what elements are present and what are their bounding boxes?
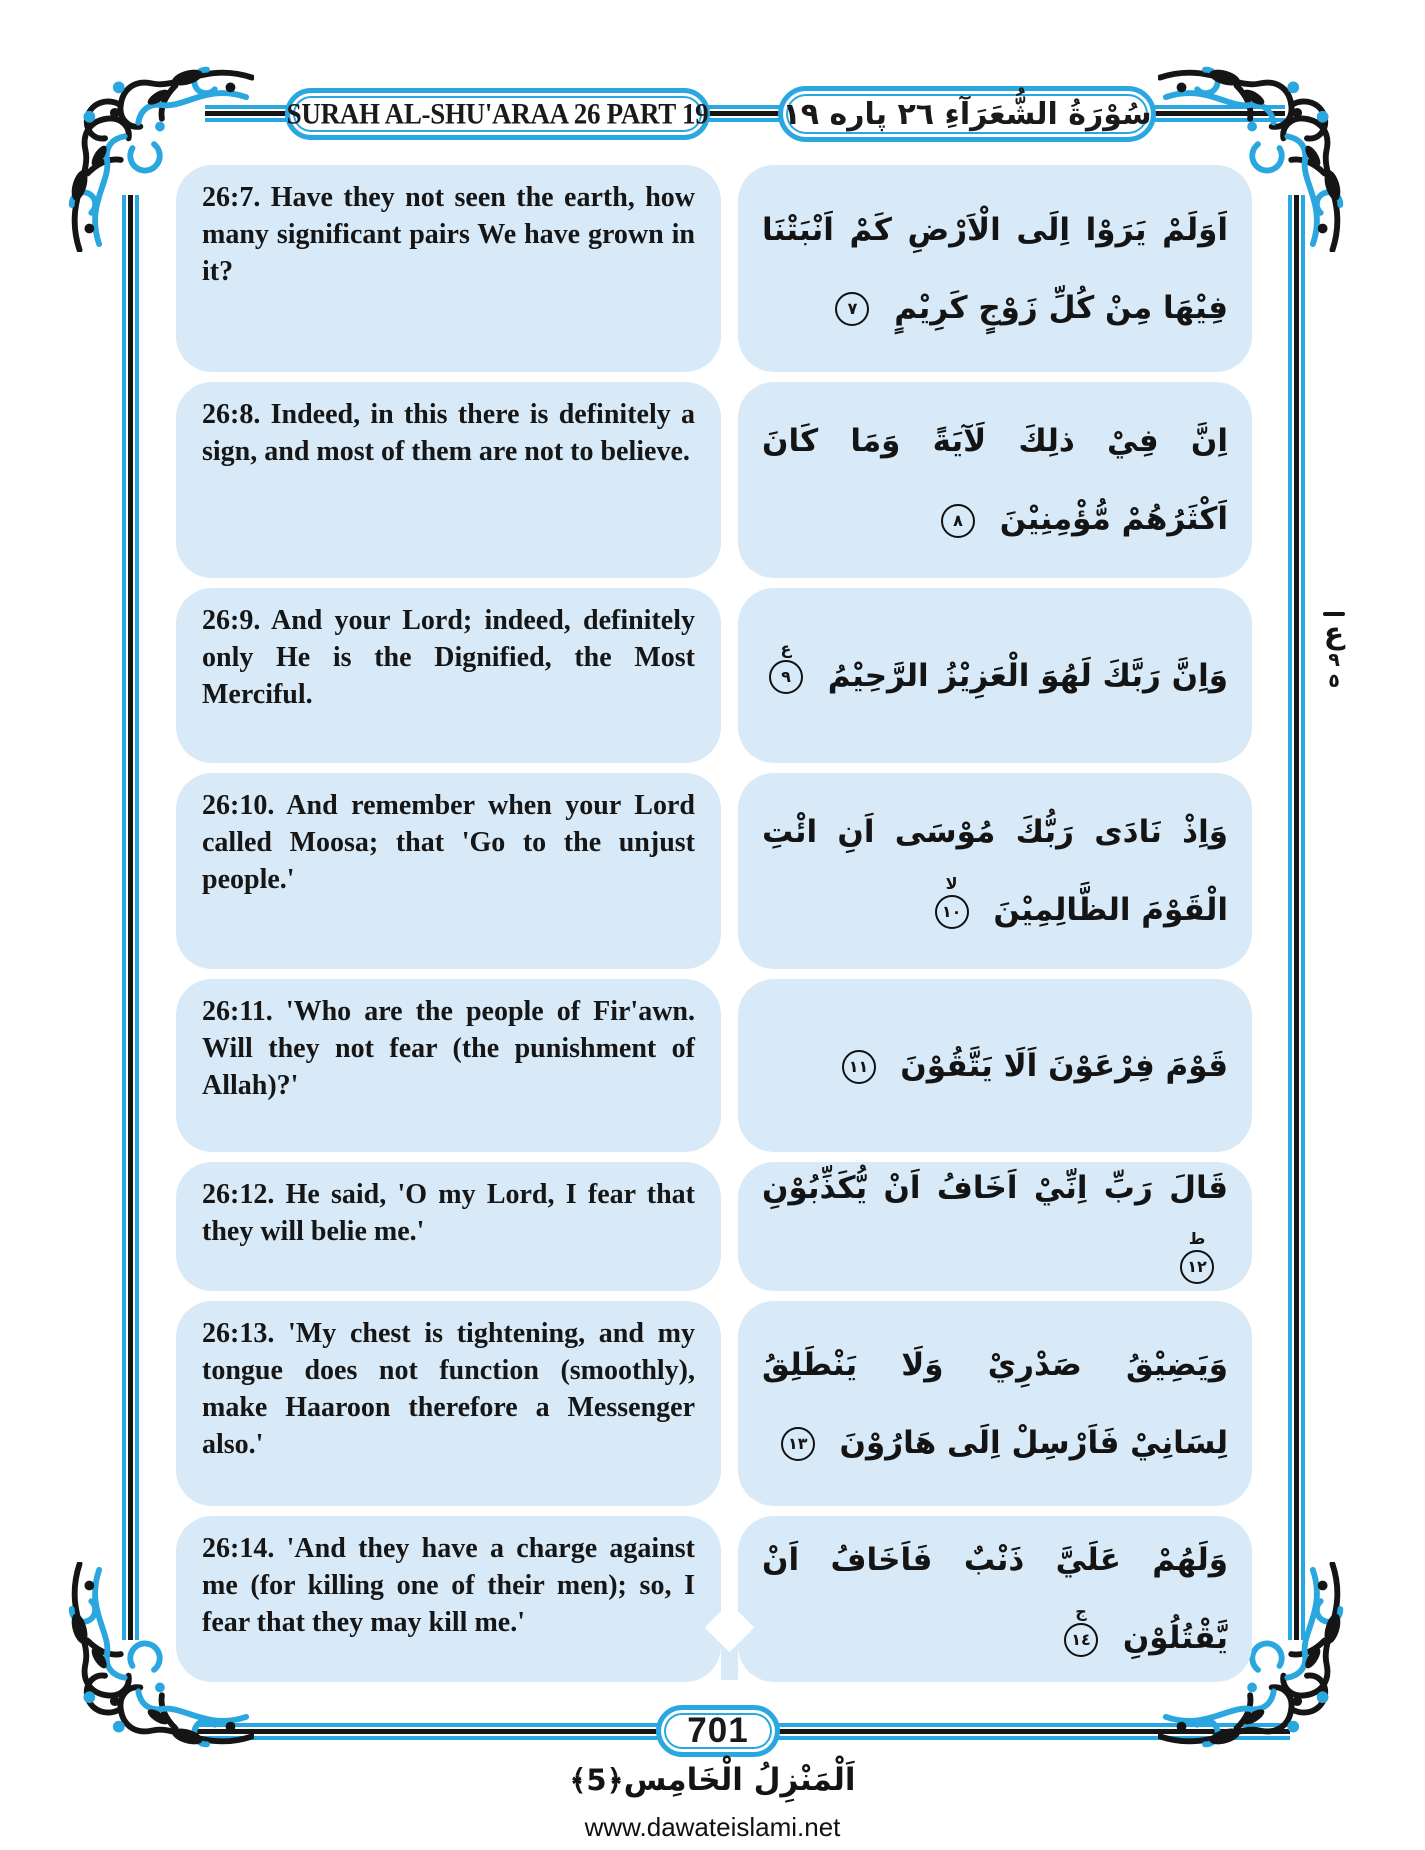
- verse-translation-text: [202, 179, 695, 290]
- page-number-badge: [656, 1705, 780, 1757]
- verse-translation-text: [202, 396, 695, 470]
- verse-arabic-box: [738, 165, 1252, 372]
- verse-translation-text: [202, 993, 695, 1104]
- waqf-mark: ع: [780, 639, 792, 658]
- verse-translation: And remember when your Lord called Moosa; that 'Go to the unjust people.': [202, 790, 695, 895]
- verse-row: [176, 588, 1252, 763]
- verse-reference: 26:12.: [202, 1179, 275, 1210]
- verse-row: [176, 165, 1252, 372]
- ruku-margin-marker: [1308, 612, 1360, 692]
- waqf-mark: ج: [1075, 1601, 1087, 1621]
- header-title-english: [285, 88, 710, 140]
- ayah-number: ١٣: [787, 1434, 808, 1453]
- ruku-number-upper: ٩: [1328, 649, 1340, 671]
- verse-row: [176, 1162, 1252, 1291]
- ayah-number: ٧: [847, 299, 858, 318]
- header-title-arabic: [778, 86, 1156, 142]
- verse-arabic-box: [738, 382, 1252, 578]
- verse-arabic: اَوَلَمْ يَرَوْا اِلَى الْاَرْضِ كَمْ اَنْبَتْنَا فِيْهَا مِنْ كُلِّ زَوْجٍ كَرِيْمٍ: [762, 211, 1228, 326]
- manzil-line: [0, 1762, 1425, 1798]
- verse-translation-box: [176, 588, 721, 763]
- website-url: www.dawateislami.net: [584, 1812, 841, 1842]
- frame-border-right: [1288, 195, 1305, 1640]
- waqf-mark: ط: [1188, 1229, 1206, 1248]
- verse-reference: 26:7.: [202, 182, 261, 213]
- verse-reference: 26:9.: [202, 605, 261, 636]
- frame-border-left: [122, 195, 139, 1640]
- verse-translation-box: [176, 1162, 721, 1291]
- verse-row: [176, 1516, 1252, 1682]
- verse-reference: 26:13.: [202, 1318, 275, 1349]
- ayah-number-badge: [1064, 1601, 1098, 1657]
- verse-reference: 26:11.: [202, 996, 273, 1027]
- verse-arabic: قَالَ رَبِّ اِنِّيْ اَخَافُ اَنْ يُّكَذِّبُوْنِ: [762, 1169, 1228, 1206]
- header-title-arabic-label: سُوْرَةُ الشُّعَرَآءِ ٢٦ پاره ١٩: [782, 96, 1152, 132]
- verse-arabic-text: [762, 1326, 1228, 1482]
- ayah-number: ١٤: [1071, 1629, 1091, 1649]
- header-title-english-label: SURAH AL-SHU'ARAA 26 PART 19: [286, 97, 709, 130]
- ayah-number-badge: [842, 1050, 876, 1084]
- verse-row: [176, 979, 1252, 1152]
- verse-translation: Have they not seen the earth, how many significant pairs We have grown in it?: [202, 182, 695, 287]
- verse-arabic-text: [762, 637, 1228, 715]
- verse-arabic-box: [738, 1162, 1252, 1291]
- verse-translation-box: [176, 773, 721, 969]
- verse-arabic: وَيَضِيْقُ صَدْرِيْ وَلَا يَنْطَلِقُ لِسَانِيْ فَاَرْسِلْ اِلَى هَارُوْنَ: [762, 1346, 1228, 1461]
- verse-translation-box: [176, 165, 721, 372]
- verse-row: [176, 773, 1252, 969]
- verse-translation-text: [202, 787, 695, 898]
- ayah-number-badge: [781, 1427, 815, 1461]
- ayah-number: ١٢: [1187, 1257, 1207, 1276]
- ayah-number-badge: [835, 292, 869, 326]
- ayah-number: ٨: [953, 510, 963, 530]
- ayah-number: ١٠: [941, 901, 962, 921]
- verse-translation-box: [176, 979, 721, 1152]
- verse-translation: 'Who are the people of Fir'awn. Will they not fear (the punishment of Allah)?': [202, 996, 696, 1101]
- verse-arabic-text: [762, 1521, 1228, 1677]
- verse-translation-text: [202, 1530, 695, 1641]
- verse-arabic-box: [738, 588, 1252, 763]
- verse-arabic: وَلَهُمْ عَلَيَّ ذَنْبٌ فَاَخَافُ اَنْ يَّقْتُلُوْنِ: [762, 1542, 1228, 1656]
- ayah-number-badge: [941, 504, 975, 538]
- verse-arabic-text: [762, 793, 1228, 949]
- verse-rows: [176, 165, 1252, 1682]
- page-number: 701: [687, 1711, 749, 1750]
- verse-reference: 26:14.: [202, 1533, 275, 1564]
- verse-arabic-box: [738, 773, 1252, 969]
- ayah-number-badge: [769, 639, 803, 694]
- verse-translation-text: [202, 1176, 695, 1250]
- verse-row: [176, 382, 1252, 578]
- ayah-number-badge: [1180, 1229, 1214, 1284]
- ayah-number: ٩: [781, 667, 791, 686]
- ayah-number: ١١: [848, 1057, 869, 1076]
- ruku-number-lower: ٥: [1328, 670, 1340, 692]
- verse-translation: 'My chest is tightening, and my tongue does not function (smoothly), make Haaroon therefore a Messenger also.': [202, 1318, 695, 1460]
- verse-arabic: وَاِنَّ رَبَّكَ لَهُوَ الْعَزِيْزُ الرَّحِيْمُ: [827, 657, 1228, 694]
- verse-translation: Indeed, in this there is definitely a sign, and most of them are not to believe.: [202, 399, 695, 467]
- verse-arabic-box: [738, 1516, 1252, 1682]
- verse-arabic: قَوْمَ فِرْعَوْنَ اَلَا يَتَّقُوْنَ: [900, 1047, 1228, 1084]
- verse-translation: 'And they have a charge against me (for killing one of their men); so, I fear that they may kill me.': [202, 1533, 695, 1638]
- verse-arabic-text: [762, 191, 1228, 347]
- verse-arabic-box: [738, 1301, 1252, 1506]
- ayah-number-badge: [935, 873, 969, 929]
- waqf-mark: لا: [945, 873, 958, 893]
- verse-translation-text: [202, 602, 695, 713]
- verse-arabic-text: [762, 402, 1228, 558]
- verse-arabic-text: [762, 1027, 1228, 1105]
- verse-translation-box: [176, 1516, 721, 1682]
- verse-reference: 26:10.: [202, 790, 275, 821]
- verse-translation-box: [176, 1301, 721, 1506]
- ruku-letter: ع: [1323, 616, 1345, 651]
- verse-arabic-box: [738, 979, 1252, 1152]
- verse-reference: 26:8.: [202, 399, 261, 430]
- verse-translation-box: [176, 382, 721, 578]
- verse-translation: He said, 'O my Lord, I fear that they will belie me.': [202, 1179, 695, 1247]
- manzil-number: ﴿5﴾: [569, 1763, 624, 1797]
- verse-arabic: اِنَّ فِيْ ذلِكَ لَآيَةً وَمَا كَانَ اَكْثَرُهُمْ مُّؤْمِنِيْنَ: [762, 423, 1228, 537]
- verse-arabic: وَاِذْ نَادَى رَبُّكَ مُوْسَى اَنِ ائْتِ الْقَوْمَ الظَّالِمِيْنَ: [762, 814, 1228, 928]
- verse-arabic-text: [762, 1162, 1228, 1291]
- verse-translation: And your Lord; indeed, definitely only He is the Dignified, the Most Merciful.: [202, 605, 695, 710]
- verse-translation-text: [202, 1315, 695, 1463]
- manzil-label: اَلْمَنْزِلُ الْخَامِس: [623, 1762, 856, 1798]
- verse-row: [176, 1301, 1252, 1506]
